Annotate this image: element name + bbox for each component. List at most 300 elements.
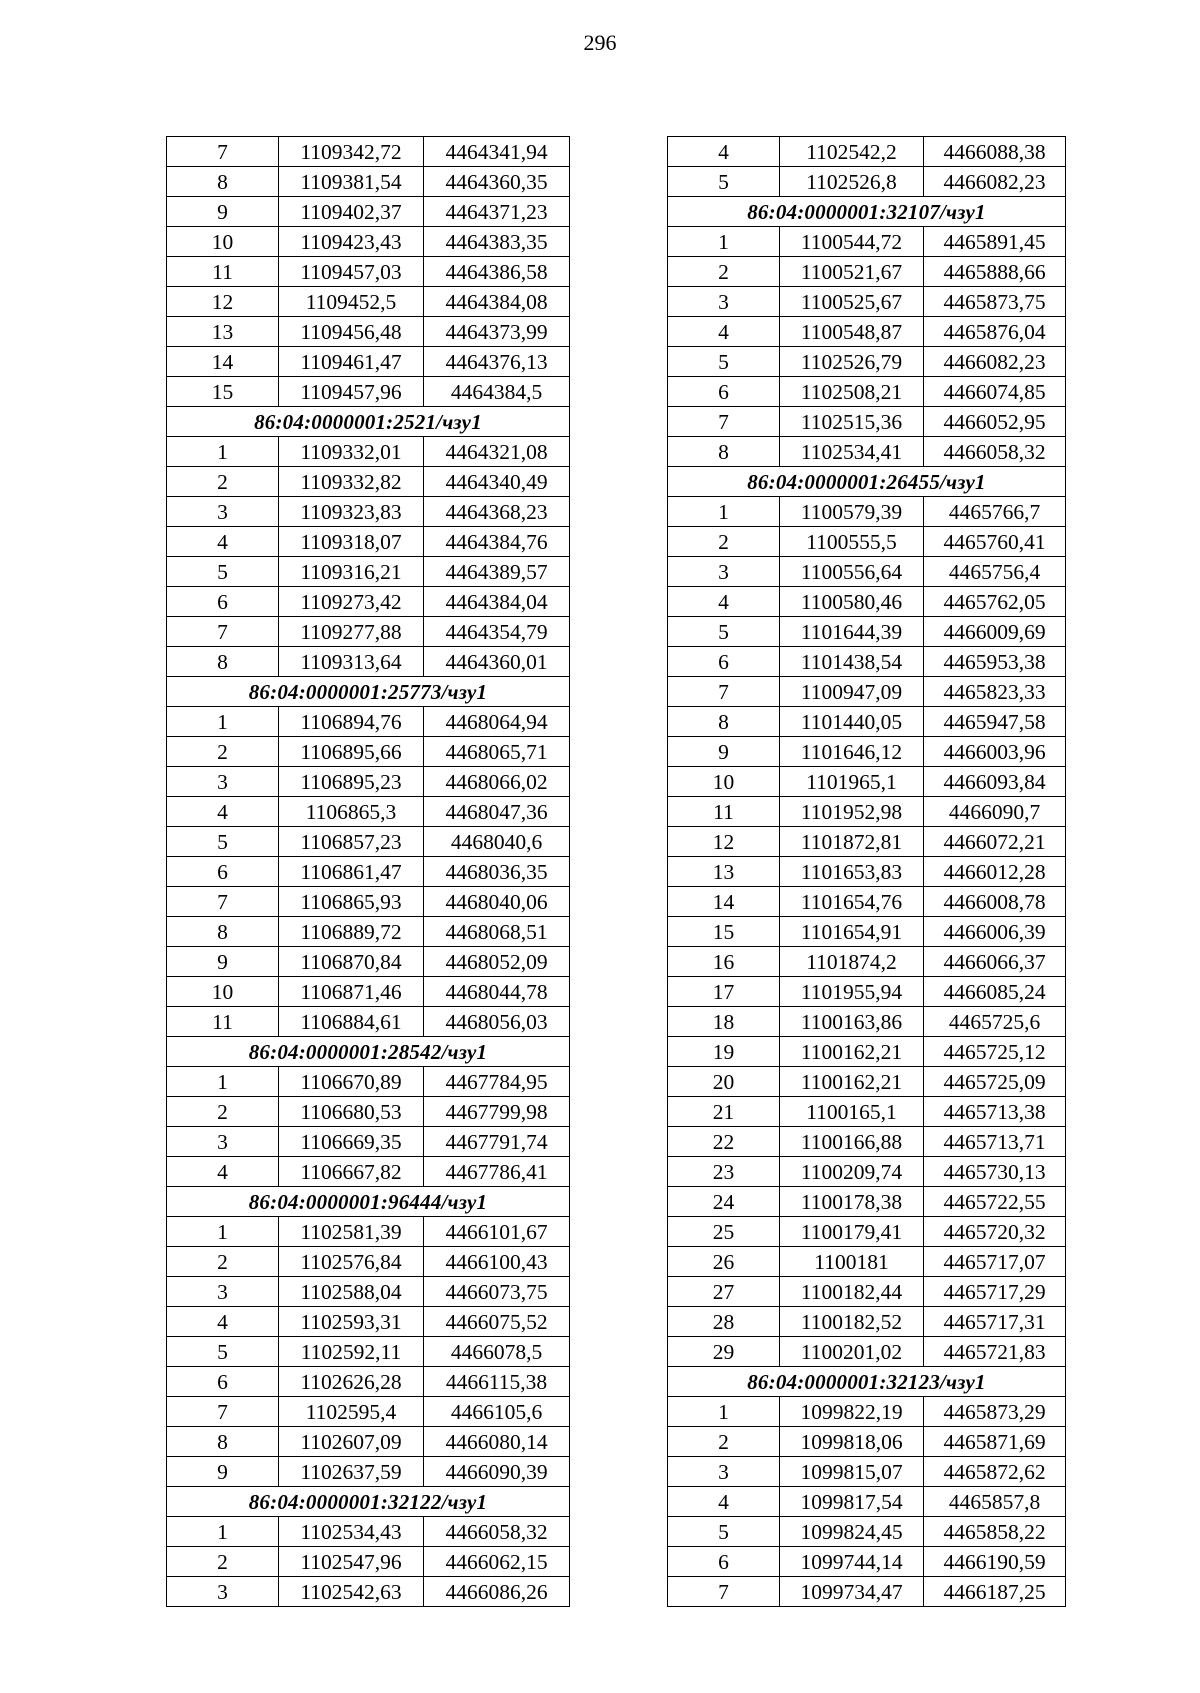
point-number-cell: 6 [668,1547,780,1577]
table-row [668,317,1066,347]
x-coordinate-cell: 1100162,21 [780,1037,924,1067]
point-number-cell: 3 [167,1127,279,1157]
x-coordinate-cell: 1100544,72 [780,227,924,257]
y-coordinate-cell: 4466101,67 [424,1217,570,1247]
y-coordinate-cell: 4468068,51 [424,917,570,947]
x-coordinate-cell: 1100179,41 [780,1217,924,1247]
x-coordinate-cell: 1106895,23 [279,767,424,797]
x-coordinate-cell: 1102576,84 [279,1247,424,1277]
point-number-cell: 4 [167,1307,279,1337]
point-number-cell: 5 [668,617,780,647]
table-row [668,1037,1066,1067]
y-coordinate-cell: 4466088,38 [924,137,1066,167]
x-coordinate-cell: 1109273,42 [279,587,424,617]
y-coordinate-cell: 4464340,49 [424,467,570,497]
parcel-cadastral-number: 86:04:0000001:32122/чзу1 [167,1487,570,1517]
y-coordinate-cell: 4464371,23 [424,197,570,227]
point-number-cell: 22 [668,1127,780,1157]
y-coordinate-cell: 4465876,04 [924,317,1066,347]
table-row [167,1367,570,1397]
point-number-cell: 10 [167,227,279,257]
table-row [668,827,1066,857]
table-row [668,1577,1066,1607]
point-number-cell: 6 [167,1367,279,1397]
y-coordinate-cell: 4464373,99 [424,317,570,347]
table-row [668,1337,1066,1367]
y-coordinate-cell: 4465725,12 [924,1037,1066,1067]
x-coordinate-cell: 1101955,94 [780,977,924,1007]
x-coordinate-cell: 1109313,64 [279,647,424,677]
point-number-cell: 3 [668,1457,780,1487]
table-row [668,407,1066,437]
parcel-cadastral-number: 86:04:0000001:26455/чзу1 [668,467,1066,497]
parcel-group-row [167,1037,570,1067]
y-coordinate-cell: 4464360,01 [424,647,570,677]
y-coordinate-cell: 4466105,6 [424,1397,570,1427]
y-coordinate-cell: 4468064,94 [424,707,570,737]
table-row [668,1457,1066,1487]
y-coordinate-cell: 4465730,13 [924,1157,1066,1187]
x-coordinate-cell: 1102547,96 [279,1547,424,1577]
y-coordinate-cell: 4466006,39 [924,917,1066,947]
table-row [167,737,570,767]
x-coordinate-cell: 1106667,82 [279,1157,424,1187]
point-number-cell: 8 [167,647,279,677]
x-coordinate-cell: 1102588,04 [279,1277,424,1307]
x-coordinate-cell: 1100182,44 [780,1277,924,1307]
y-coordinate-cell: 4466093,84 [924,767,1066,797]
x-coordinate-cell: 1102593,31 [279,1307,424,1337]
y-coordinate-cell: 4468065,71 [424,737,570,767]
y-coordinate-cell: 4466090,7 [924,797,1066,827]
y-coordinate-cell: 4466072,21 [924,827,1066,857]
y-coordinate-cell: 4465756,4 [924,557,1066,587]
x-coordinate-cell: 1100201,02 [780,1337,924,1367]
coordinates-table-left [166,136,570,1607]
y-coordinate-cell: 4465766,7 [924,497,1066,527]
x-coordinate-cell: 1102626,28 [279,1367,424,1397]
y-coordinate-cell: 4464384,5 [424,377,570,407]
point-number-cell: 4 [167,797,279,827]
x-coordinate-cell: 1102515,36 [780,407,924,437]
point-number-cell: 2 [668,1427,780,1457]
parcel-group-row [167,677,570,707]
table-row [167,617,570,647]
point-number-cell: 25 [668,1217,780,1247]
x-coordinate-cell: 1101952,98 [780,797,924,827]
y-coordinate-cell: 4464321,08 [424,437,570,467]
parcel-cadastral-number: 86:04:0000001:28542/чзу1 [167,1037,570,1067]
table-row [668,1097,1066,1127]
y-coordinate-cell: 4468047,36 [424,797,570,827]
x-coordinate-cell: 1100165,1 [780,1097,924,1127]
y-coordinate-cell: 4466012,28 [924,857,1066,887]
table-row [167,1247,570,1277]
parcel-cadastral-number: 86:04:0000001:32123/чзу1 [668,1367,1066,1397]
x-coordinate-cell: 1106871,46 [279,977,424,1007]
x-coordinate-cell: 1100556,64 [780,557,924,587]
point-number-cell: 2 [668,257,780,287]
x-coordinate-cell: 1099822,19 [780,1397,924,1427]
y-coordinate-cell: 4465722,55 [924,1187,1066,1217]
table-row [167,437,570,467]
x-coordinate-cell: 1109457,96 [279,377,424,407]
point-number-cell: 4 [668,137,780,167]
table-row [668,587,1066,617]
x-coordinate-cell: 1100580,46 [780,587,924,617]
table-row [668,1487,1066,1517]
x-coordinate-cell: 1102526,79 [780,347,924,377]
x-coordinate-cell: 1100163,86 [780,1007,924,1037]
point-number-cell: 5 [668,167,780,197]
y-coordinate-cell: 4465858,22 [924,1517,1066,1547]
x-coordinate-cell: 1106865,93 [279,887,424,917]
point-number-cell: 2 [167,1097,279,1127]
table-row [167,1397,570,1427]
table-row [167,1097,570,1127]
table-row [668,137,1066,167]
table-row [668,437,1066,467]
y-coordinate-cell: 4466190,59 [924,1547,1066,1577]
y-coordinate-cell: 4466100,43 [424,1247,570,1277]
table-row [167,1007,570,1037]
x-coordinate-cell: 1099815,07 [780,1457,924,1487]
table-row [167,1457,570,1487]
y-coordinate-cell: 4465857,8 [924,1487,1066,1517]
y-coordinate-cell: 4464386,58 [424,257,570,287]
x-coordinate-cell: 1100181 [780,1247,924,1277]
page-number: 296 [583,30,617,55]
y-coordinate-cell: 4468056,03 [424,1007,570,1037]
y-coordinate-cell: 4466187,25 [924,1577,1066,1607]
x-coordinate-cell: 1100525,67 [780,287,924,317]
table-row [167,497,570,527]
point-number-cell: 7 [167,887,279,917]
point-number-cell: 1 [167,1217,279,1247]
point-number-cell: 3 [167,497,279,527]
table-row [668,527,1066,557]
x-coordinate-cell: 1100521,67 [780,257,924,287]
y-coordinate-cell: 4466075,52 [424,1307,570,1337]
y-coordinate-cell: 4465953,38 [924,647,1066,677]
y-coordinate-cell: 4465760,41 [924,527,1066,557]
y-coordinate-cell: 4468066,02 [424,767,570,797]
x-coordinate-cell: 1100162,21 [780,1067,924,1097]
y-coordinate-cell: 4464376,13 [424,347,570,377]
table-row [167,467,570,497]
y-coordinate-cell: 4465717,07 [924,1247,1066,1277]
table-row [668,617,1066,647]
y-coordinate-cell: 4466062,15 [424,1547,570,1577]
parcel-cadastral-number: 86:04:0000001:96444/чзу1 [167,1187,570,1217]
y-coordinate-cell: 4466078,5 [424,1337,570,1367]
point-number-cell: 12 [167,287,279,317]
point-number-cell: 1 [167,437,279,467]
point-number-cell: 4 [668,587,780,617]
table-row [167,827,570,857]
point-number-cell: 6 [167,857,279,887]
y-coordinate-cell: 4468052,09 [424,947,570,977]
y-coordinate-cell: 4468036,35 [424,857,570,887]
y-coordinate-cell: 4465888,66 [924,257,1066,287]
point-number-cell: 4 [668,1487,780,1517]
point-number-cell: 6 [668,647,780,677]
table-row [668,797,1066,827]
x-coordinate-cell: 1102637,59 [279,1457,424,1487]
table-row [167,227,570,257]
y-coordinate-cell: 4464389,57 [424,557,570,587]
x-coordinate-cell: 1109318,07 [279,527,424,557]
point-number-cell: 14 [668,887,780,917]
x-coordinate-cell: 1101644,39 [780,617,924,647]
point-number-cell: 1 [668,497,780,527]
x-coordinate-cell: 1101646,12 [780,737,924,767]
y-coordinate-cell: 4465947,58 [924,707,1066,737]
point-number-cell: 17 [668,977,780,1007]
point-number-cell: 2 [167,737,279,767]
point-number-cell: 27 [668,1277,780,1307]
table-row [668,767,1066,797]
y-coordinate-cell: 4466090,39 [424,1457,570,1487]
x-coordinate-cell: 1102595,4 [279,1397,424,1427]
parcel-cadastral-number: 86:04:0000001:25773/чзу1 [167,677,570,707]
table-row [167,317,570,347]
y-coordinate-cell: 4465717,31 [924,1307,1066,1337]
parcel-group-row [668,197,1066,227]
point-number-cell: 1 [167,707,279,737]
table-row [668,1547,1066,1577]
x-coordinate-cell: 1100178,38 [780,1187,924,1217]
point-number-cell: 19 [668,1037,780,1067]
parcel-cadastral-number: 86:04:0000001:2521/чзу1 [167,407,570,437]
y-coordinate-cell: 4466058,32 [424,1517,570,1547]
x-coordinate-cell: 1101874,2 [780,947,924,977]
point-number-cell: 5 [167,827,279,857]
y-coordinate-cell: 4466008,78 [924,887,1066,917]
table-row [668,1217,1066,1247]
point-number-cell: 15 [167,377,279,407]
x-coordinate-cell: 1100209,74 [780,1157,924,1187]
parcel-group-row [167,1187,570,1217]
table-row [668,287,1066,317]
x-coordinate-cell: 1100579,39 [780,497,924,527]
x-coordinate-cell: 1109342,72 [279,137,424,167]
table-row [167,977,570,1007]
point-number-cell: 15 [668,917,780,947]
y-coordinate-cell: 4466086,26 [424,1577,570,1607]
point-number-cell: 10 [668,767,780,797]
point-number-cell: 3 [668,287,780,317]
table-row [167,1517,570,1547]
table-row [167,1307,570,1337]
point-number-cell: 11 [668,797,780,827]
x-coordinate-cell: 1100947,09 [780,677,924,707]
point-number-cell: 1 [668,227,780,257]
table-row [167,257,570,287]
table-row [668,497,1066,527]
table-row [668,1007,1066,1037]
point-number-cell: 4 [668,317,780,347]
table-row [668,257,1066,287]
point-number-cell: 7 [167,137,279,167]
y-coordinate-cell: 4464384,76 [424,527,570,557]
y-coordinate-cell: 4465873,29 [924,1397,1066,1427]
table-row [167,917,570,947]
y-coordinate-cell: 4465713,38 [924,1097,1066,1127]
point-number-cell: 3 [167,767,279,797]
table-row [167,1127,570,1157]
y-coordinate-cell: 4465891,45 [924,227,1066,257]
parcel-group-row [167,407,570,437]
x-coordinate-cell: 1109457,03 [279,257,424,287]
x-coordinate-cell: 1099824,45 [780,1517,924,1547]
table-row [167,377,570,407]
table-row [167,137,570,167]
table-row [668,1277,1066,1307]
x-coordinate-cell: 1102592,11 [279,1337,424,1367]
table-row [668,1157,1066,1187]
x-coordinate-cell: 1106895,66 [279,737,424,767]
x-coordinate-cell: 1109277,88 [279,617,424,647]
x-coordinate-cell: 1106680,53 [279,1097,424,1127]
x-coordinate-cell: 1106865,3 [279,797,424,827]
point-number-cell: 1 [167,1067,279,1097]
x-coordinate-cell: 1109423,43 [279,227,424,257]
table-row [167,1157,570,1187]
table-row [167,1427,570,1457]
x-coordinate-cell: 1109402,37 [279,197,424,227]
table-row [167,1277,570,1307]
point-number-cell: 7 [167,617,279,647]
x-coordinate-cell: 1106669,35 [279,1127,424,1157]
point-number-cell: 8 [167,1427,279,1457]
table-row [167,767,570,797]
x-coordinate-cell: 1106889,72 [279,917,424,947]
y-coordinate-cell: 4467791,74 [424,1127,570,1157]
x-coordinate-cell: 1106894,76 [279,707,424,737]
point-number-cell: 3 [668,557,780,587]
point-number-cell: 2 [668,527,780,557]
table-row [167,1217,570,1247]
y-coordinate-cell: 4466085,24 [924,977,1066,1007]
table-row [668,557,1066,587]
table-row [668,1067,1066,1097]
parcel-cadastral-number: 86:04:0000001:32107/чзу1 [668,197,1066,227]
y-coordinate-cell: 4465713,71 [924,1127,1066,1157]
y-coordinate-cell: 4465720,32 [924,1217,1066,1247]
table-row [668,1247,1066,1277]
parcel-group-row [167,1487,570,1517]
y-coordinate-cell: 4464360,35 [424,167,570,197]
y-coordinate-cell: 4465721,83 [924,1337,1066,1367]
y-coordinate-cell: 4465725,09 [924,1067,1066,1097]
x-coordinate-cell: 1100548,87 [780,317,924,347]
point-number-cell: 26 [668,1247,780,1277]
y-coordinate-cell: 4465871,69 [924,1427,1066,1457]
point-number-cell: 23 [668,1157,780,1187]
x-coordinate-cell: 1102542,63 [279,1577,424,1607]
parcel-group-row [668,1367,1066,1397]
x-coordinate-cell: 1100166,88 [780,1127,924,1157]
x-coordinate-cell: 1101965,1 [780,767,924,797]
table-row [167,287,570,317]
table-row [668,1517,1066,1547]
table-row [668,1187,1066,1217]
point-number-cell: 18 [668,1007,780,1037]
point-number-cell: 21 [668,1097,780,1127]
y-coordinate-cell: 4467784,95 [424,1067,570,1097]
x-coordinate-cell: 1099818,06 [780,1427,924,1457]
table-row [668,977,1066,1007]
x-coordinate-cell: 1109332,01 [279,437,424,467]
x-coordinate-cell: 1102534,43 [279,1517,424,1547]
y-coordinate-cell: 4465823,33 [924,677,1066,707]
point-number-cell: 5 [167,557,279,587]
x-coordinate-cell: 1106857,23 [279,827,424,857]
point-number-cell: 8 [668,707,780,737]
point-number-cell: 9 [167,197,279,227]
x-coordinate-cell: 1102542,2 [780,137,924,167]
table-row [668,1397,1066,1427]
point-number-cell: 6 [668,377,780,407]
y-coordinate-cell: 4466080,14 [424,1427,570,1457]
x-coordinate-cell: 1102508,21 [780,377,924,407]
y-coordinate-cell: 4466052,95 [924,407,1066,437]
y-coordinate-cell: 4466066,37 [924,947,1066,977]
point-number-cell: 28 [668,1307,780,1337]
x-coordinate-cell: 1102534,41 [780,437,924,467]
y-coordinate-cell: 4466082,23 [924,347,1066,377]
y-coordinate-cell: 4464384,04 [424,587,570,617]
point-number-cell: 4 [167,1157,279,1187]
table-row [668,1307,1066,1337]
point-number-cell: 7 [668,1577,780,1607]
y-coordinate-cell: 4468044,78 [424,977,570,1007]
x-coordinate-cell: 1102607,09 [279,1427,424,1457]
point-number-cell: 7 [167,1397,279,1427]
point-number-cell: 10 [167,977,279,1007]
x-coordinate-cell: 1102581,39 [279,1217,424,1247]
y-coordinate-cell: 4466003,96 [924,737,1066,767]
point-number-cell: 8 [668,437,780,467]
y-coordinate-cell: 4466115,38 [424,1367,570,1397]
point-number-cell: 6 [167,587,279,617]
table-row [167,1067,570,1097]
x-coordinate-cell: 1106861,47 [279,857,424,887]
table-row [668,347,1066,377]
table-row [668,737,1066,767]
point-number-cell: 14 [167,347,279,377]
y-coordinate-cell: 4465725,6 [924,1007,1066,1037]
parcel-group-row [668,467,1066,497]
point-number-cell: 7 [668,677,780,707]
table-row [668,677,1066,707]
table-row [167,1337,570,1367]
x-coordinate-cell: 1102526,8 [780,167,924,197]
x-coordinate-cell: 1101440,05 [780,707,924,737]
x-coordinate-cell: 1099734,47 [780,1577,924,1607]
table-row [167,887,570,917]
point-number-cell: 11 [167,257,279,287]
point-number-cell: 5 [668,347,780,377]
x-coordinate-cell: 1109461,47 [279,347,424,377]
table-row [167,707,570,737]
point-number-cell: 24 [668,1187,780,1217]
y-coordinate-cell: 4466009,69 [924,617,1066,647]
x-coordinate-cell: 1106884,61 [279,1007,424,1037]
y-coordinate-cell: 4467786,41 [424,1157,570,1187]
point-number-cell: 1 [668,1397,780,1427]
